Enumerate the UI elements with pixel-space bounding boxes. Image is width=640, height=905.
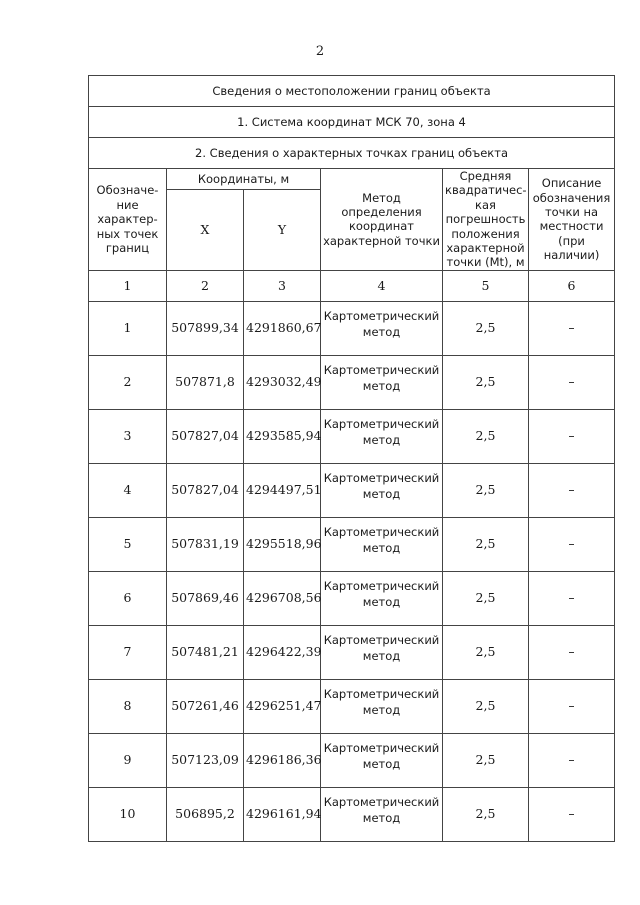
column-number: 3 bbox=[244, 270, 321, 301]
error-cell: 2,5 bbox=[443, 409, 529, 463]
point-number-cell: 5 bbox=[89, 517, 167, 571]
header-method: Метод определения координат характерной точки bbox=[321, 169, 443, 271]
description-cell: – bbox=[529, 409, 615, 463]
table-row bbox=[89, 517, 615, 571]
method-cell: Картометрический метод bbox=[321, 733, 443, 787]
header-x: X bbox=[167, 190, 244, 271]
header-error: Средняя квадратичес-кая погрешность положения характерной точки (Mt), м bbox=[443, 169, 529, 271]
table-row bbox=[89, 733, 615, 787]
point-number-cell: 8 bbox=[89, 679, 167, 733]
y-coordinate-cell: 4296186,36 bbox=[244, 733, 321, 787]
table-body bbox=[89, 301, 615, 841]
table-row bbox=[89, 787, 615, 841]
error-cell: 2,5 bbox=[443, 463, 529, 517]
error-cell: 2,5 bbox=[443, 625, 529, 679]
y-coordinate-cell: 4296161,94 bbox=[244, 787, 321, 841]
point-number-cell: 7 bbox=[89, 625, 167, 679]
y-coordinate-cell: 4296422,39 bbox=[244, 625, 321, 679]
method-cell: Картометрический метод bbox=[321, 679, 443, 733]
header-description: Описание обозначения точки на местности (при наличии) bbox=[529, 169, 615, 271]
section-title: Сведения о местоположении границ объекта bbox=[89, 76, 615, 107]
description-cell: – bbox=[529, 787, 615, 841]
y-coordinate-cell: 4296708,56 bbox=[244, 571, 321, 625]
column-number: 1 bbox=[89, 270, 167, 301]
x-coordinate-cell: 507871,8 bbox=[167, 355, 244, 409]
y-coordinate-cell: 4296251,47 bbox=[244, 679, 321, 733]
x-coordinate-cell: 507899,34 bbox=[167, 301, 244, 355]
table-row bbox=[89, 571, 615, 625]
y-coordinate-cell: 4294497,51 bbox=[244, 463, 321, 517]
table-row bbox=[89, 409, 615, 463]
description-cell: – bbox=[529, 463, 615, 517]
description-cell: – bbox=[529, 733, 615, 787]
table-row bbox=[89, 301, 615, 355]
x-coordinate-cell: 507481,21 bbox=[167, 625, 244, 679]
y-coordinate-cell: 4291860,67 bbox=[244, 301, 321, 355]
point-number-cell: 1 bbox=[89, 301, 167, 355]
x-coordinate-cell: 507261,46 bbox=[167, 679, 244, 733]
error-cell: 2,5 bbox=[443, 571, 529, 625]
method-cell: Картометрический метод bbox=[321, 787, 443, 841]
method-cell: Картометрический метод bbox=[321, 625, 443, 679]
method-cell: Картометрический метод bbox=[321, 355, 443, 409]
table-row bbox=[89, 679, 615, 733]
y-coordinate-cell: 4293032,49 bbox=[244, 355, 321, 409]
header-designation: Обозначе-ние характер-ных точек границ bbox=[89, 169, 167, 271]
x-coordinate-cell: 507123,09 bbox=[167, 733, 244, 787]
description-cell: – bbox=[529, 571, 615, 625]
point-number-cell: 4 bbox=[89, 463, 167, 517]
column-number: 4 bbox=[321, 270, 443, 301]
description-cell: – bbox=[529, 517, 615, 571]
error-cell: 2,5 bbox=[443, 679, 529, 733]
error-cell: 2,5 bbox=[443, 517, 529, 571]
method-cell: Картометрический метод bbox=[321, 301, 443, 355]
x-coordinate-cell: 506895,2 bbox=[167, 787, 244, 841]
coordinate-system-title: 1. Система координат МСК 70, зона 4 bbox=[89, 107, 615, 138]
column-number: 2 bbox=[167, 270, 244, 301]
point-number-cell: 6 bbox=[89, 571, 167, 625]
column-number: 5 bbox=[443, 270, 529, 301]
error-cell: 2,5 bbox=[443, 733, 529, 787]
points-section-title: 2. Сведения о характерных точках границ объекта bbox=[89, 138, 615, 169]
description-cell: – bbox=[529, 679, 615, 733]
y-coordinate-cell: 4293585,94 bbox=[244, 409, 321, 463]
point-number-cell: 3 bbox=[89, 409, 167, 463]
header-coordinates: Координаты, м bbox=[167, 169, 321, 190]
point-number-cell: 2 bbox=[89, 355, 167, 409]
x-coordinate-cell: 507827,04 bbox=[167, 463, 244, 517]
description-cell: – bbox=[529, 625, 615, 679]
error-cell: 2,5 bbox=[443, 355, 529, 409]
column-number: 6 bbox=[529, 270, 615, 301]
method-cell: Картометрический метод bbox=[321, 463, 443, 517]
method-cell: Картометрический метод bbox=[321, 409, 443, 463]
description-cell: – bbox=[529, 301, 615, 355]
method-cell: Картометрический метод bbox=[321, 517, 443, 571]
y-coordinate-cell: 4295518,96 bbox=[244, 517, 321, 571]
description-cell: – bbox=[529, 355, 615, 409]
table-row bbox=[89, 355, 615, 409]
column-number-row bbox=[89, 270, 615, 301]
point-number-cell: 9 bbox=[89, 733, 167, 787]
table-row bbox=[89, 463, 615, 517]
page-number: 2 bbox=[315, 44, 325, 59]
error-cell: 2,5 bbox=[443, 301, 529, 355]
header-y: Y bbox=[244, 190, 321, 271]
x-coordinate-cell: 507869,46 bbox=[167, 571, 244, 625]
x-coordinate-cell: 507831,19 bbox=[167, 517, 244, 571]
error-cell: 2,5 bbox=[443, 787, 529, 841]
x-coordinate-cell: 507827,04 bbox=[167, 409, 244, 463]
table-row bbox=[89, 625, 615, 679]
point-number-cell: 10 bbox=[89, 787, 167, 841]
boundary-points-table bbox=[88, 75, 615, 842]
method-cell: Картометрический метод bbox=[321, 571, 443, 625]
